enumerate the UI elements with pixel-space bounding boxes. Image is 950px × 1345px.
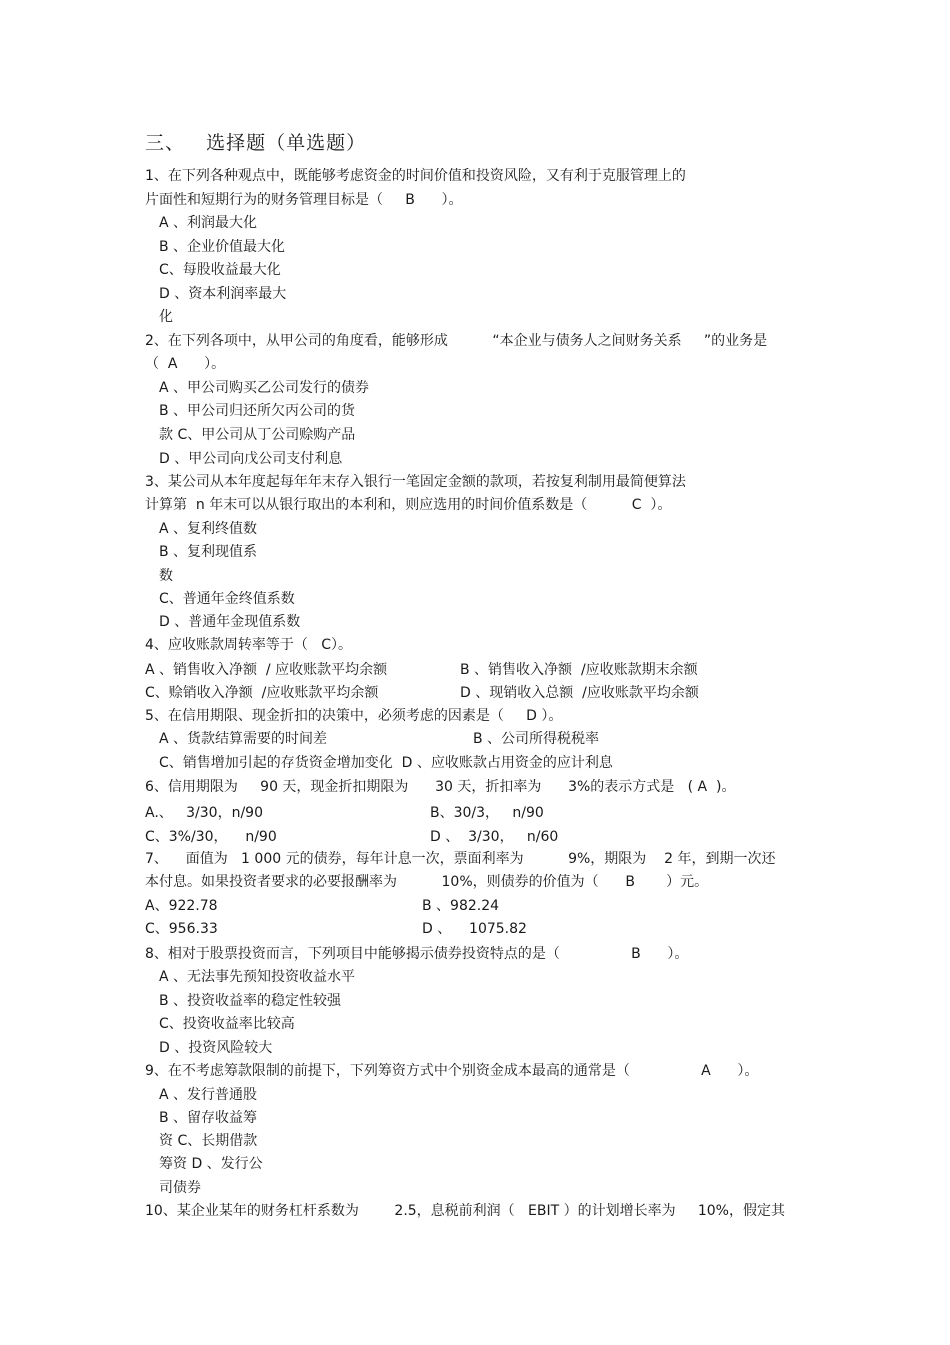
- q2-option-b: B 、甲公司归还所欠丙公司的货: [159, 403, 356, 419]
- q9-option-b-cont: 资 C、长期借款: [159, 1133, 258, 1149]
- q7-stem-line-1: 7、 面值为 1 000 元的债券，每年计息一次，票面利率为 9%，期限为 2 年，到期一次还: [145, 851, 776, 867]
- q2-option-a: A 、甲公司购买乙公司发行的债券: [159, 380, 370, 396]
- q9-option-a: A 、发行普通股: [159, 1087, 258, 1103]
- q5-option-c-d: C、销售增加引起的存货资金增加变化 D 、应收账款占用资金的应计利息: [159, 755, 613, 771]
- q1-option-c: C、每股收益最大化: [159, 262, 281, 278]
- q8-stem: 8、相对于股票投资而言，下列项目中能够揭示债券投资特点的是（ B ）。: [145, 946, 689, 962]
- q3-option-b: B 、复利现值系: [159, 544, 258, 560]
- q1-option-b: B 、企业价值最大化: [159, 239, 286, 255]
- q2-stem-line-2: （ A ）。: [145, 356, 226, 372]
- q1-option-d-cont: 化: [159, 309, 173, 325]
- q9-option-d-cont: 司债券: [159, 1180, 201, 1196]
- q1-option-a: A 、利润最大化: [159, 215, 258, 231]
- q7-option-d: D 、 1075.82: [422, 921, 527, 937]
- q6-option-a: A.、 3/30，n/90: [145, 805, 263, 821]
- q2-option-b-cont: 款 C、甲公司从丁公司赊购产品: [159, 427, 356, 443]
- q6-option-d: D 、 3/30， n/60: [430, 829, 559, 845]
- q3-option-a: A 、复利终值数: [159, 521, 258, 537]
- q1-stem-line-1: 1、在下列各种观点中，既能够考虑资金的时间价值和投资风险，又有利于克服管理上的: [145, 168, 686, 184]
- q2-option-d: D 、甲公司向戊公司支付利息: [159, 451, 343, 467]
- q4-option-b: B 、销售收入净额 /应收账款期末余额: [460, 662, 698, 678]
- q3-option-d: D 、普通年金现值系数: [159, 614, 301, 630]
- q3-stem-line-2: 计算第 n 年末可以从银行取出的本利和，则应选用的时间价值系数是（ C ）。: [145, 497, 672, 513]
- section-title: 三、 选择题（单选题）: [145, 132, 367, 154]
- q4-option-a: A 、销售收入净额 / 应收账款平均余额: [145, 662, 388, 678]
- q9-stem: 9、在不考虑筹款限制的前提下，下列筹资方式中个别资金成本最高的通常是（ A ）。: [145, 1063, 759, 1079]
- q8-option-d: D 、投资风险较大: [159, 1040, 273, 1056]
- q1-option-d: D 、资本利润率最大: [159, 286, 287, 302]
- q5-option-a: A 、货款结算需要的时间差: [159, 731, 328, 747]
- q4-stem: 4、应收账款周转率等于（ C）。: [145, 637, 353, 653]
- q5-stem: 5、在信用期限、现金折扣的决策中，必须考虑的因素是（ D ）。: [145, 708, 563, 724]
- q6-option-b: B、30/3， n/90: [430, 805, 544, 821]
- q7-option-c: C、956.33: [145, 921, 218, 937]
- q7-stem-line-2: 本付息。如果投资者要求的必要报酬率为 10%，则债券的价值为（ B ）元。: [145, 874, 709, 890]
- q1-stem-line-2: 片面性和短期行为的财务管理目标是（ B ）。: [145, 192, 463, 208]
- q8-option-a: A 、无法事先预知投资收益水平: [159, 969, 356, 985]
- q2-stem-line-1: 2、在下列各项中，从甲公司的角度看，能够形成 “本企业与债务人之间财务关系 ”的业务是: [145, 333, 768, 349]
- q4-option-c: C、赊销收入净额 /应收账款平均余额: [145, 685, 379, 701]
- q8-option-b: B 、投资收益率的稳定性较强: [159, 993, 342, 1009]
- q3-option-b-cont: 数: [159, 568, 173, 584]
- q4-option-d: D 、现销收入总额 /应收账款平均余额: [460, 685, 699, 701]
- q6-option-c: C、3%/30， n/90: [145, 829, 277, 845]
- q6-stem: 6、信用期限为 90 天，现金折扣期限为 30 天，折扣率为 3%的表示方式是 ( A )。: [145, 779, 736, 795]
- q10-stem-line-1: 10、某企业某年的财务杠杆系数为 2.5，息税前利润（ EBIT ）的计划增长率为 10%，假定其: [145, 1203, 785, 1219]
- q7-option-b: B 、982.24: [422, 898, 500, 914]
- q7-option-a: A、922.78: [145, 898, 218, 914]
- q9-option-b: B 、留存收益筹: [159, 1110, 258, 1126]
- q3-stem-line-1: 3、某公司从本年度起每年年末存入银行一笔固定金额的款项，若按复利制用最简便算法: [145, 474, 686, 490]
- q9-option-c-cont: 筹资 D 、发行公: [159, 1156, 263, 1172]
- q8-option-c: C、投资收益率比较高: [159, 1016, 295, 1032]
- q5-option-b: B 、公司所得税税率: [473, 731, 600, 747]
- q3-option-c: C、普通年金终值系数: [159, 591, 295, 607]
